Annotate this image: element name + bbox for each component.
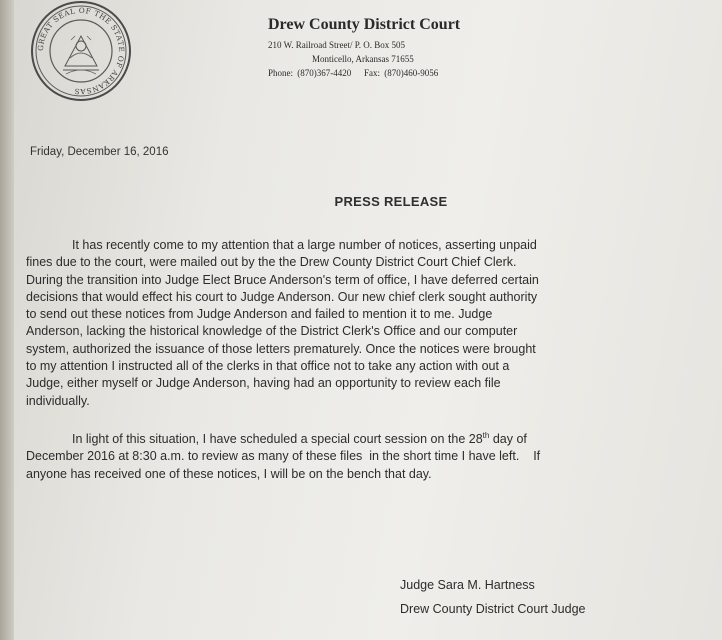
paragraph-1-line: individually. (26, 393, 90, 408)
paragraph-2-text: day of (489, 432, 527, 447)
court-name: Drew County District Court (268, 16, 461, 33)
paragraph-1-line: Anderson, lacking the historical knowledge of the District Clerk's Office and our computer (26, 324, 518, 339)
signature-block (400, 573, 585, 621)
paragraph-1-line: to my attention I instructed all of the clerks in that office not to take any action with out a (26, 359, 510, 374)
contact-line (268, 66, 460, 80)
release-body (26, 237, 706, 483)
signer-title: Drew County District Court Judge (400, 602, 586, 616)
address-line-2: Monticello, Arkansas 71655 (312, 54, 414, 64)
paragraph-2-line: December 2016 at 8:30 a.m. to review as many of these files in the short time I have left. If (26, 449, 541, 464)
fax-number: Fax: (870)460-9056 (364, 68, 439, 78)
address-line-1: 210 W. Railroad Street/ P. O. Box 505 (268, 40, 405, 50)
paragraph-1 (26, 237, 706, 410)
release-date: Friday, December 16, 2016 (30, 146, 169, 158)
paragraph-1-line: During the transition into Judge Elect Bruce Anderson's term of office, I have deferred certain (26, 272, 539, 287)
paragraph-2-text: In light of this situation, I have scheduled a special court session on the 28 (72, 432, 483, 447)
paragraph-2-line: anyone has received one of these notices, I will be on the bench that day. (26, 466, 432, 481)
phone-number: Phone: (870)367-4420 (268, 68, 352, 78)
state-seal-icon (30, 0, 132, 102)
paragraph-1-line: to send out these notices from Judge Anderson and failed to mention it to me. Judge (26, 307, 493, 322)
paragraph-2 (26, 427, 706, 483)
svg-text:GREAT SEAL OF THE STATE OF ARK: GREAT SEAL OF THE STATE OF ARKANSAS (35, 5, 127, 97)
paragraph-2-line (26, 427, 706, 448)
paragraph-1-line: decisions that would effect his court to Judge Anderson. Our new chief clerk sought authority (26, 289, 538, 304)
page-fold-shadow (0, 0, 14, 640)
paragraph-1-line: Judge, either myself or Judge Anderson, having had an opportunity to review each file (26, 376, 501, 391)
press-release-heading: PRESS RELEASE (334, 194, 448, 209)
letterhead (268, 16, 460, 80)
paragraph-1-line: It has recently come to my attention that a large number of notices, asserting unpaid (72, 238, 537, 252)
paragraph-1-line: fines due to the court, were mailed out by the the Drew County District Court Chief Clerk. (26, 255, 517, 270)
paragraph-1-line: system, authorized the issuance of those letters prematurely. Once the notices were brought (26, 341, 536, 356)
ordinal-suffix: th (482, 430, 490, 440)
signer-name: Judge Sara M. Hartness (400, 578, 535, 592)
